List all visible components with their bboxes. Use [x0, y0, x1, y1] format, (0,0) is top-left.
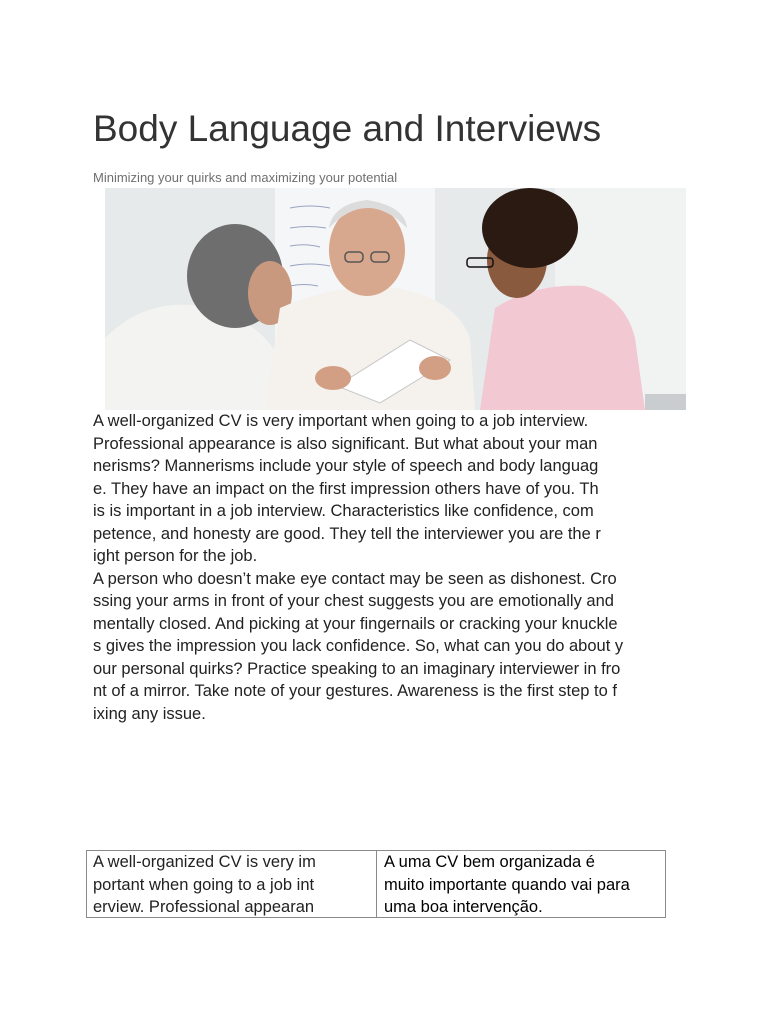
text-line: is is important in a job interview. Characteristics like confidence, com — [93, 502, 594, 520]
text-line: s gives the impression you lack confidence. So, what can you do about y — [93, 637, 624, 655]
text-line: A person who doesn’t make eye contact may be seen as dishonest. Cro — [93, 569, 617, 588]
page-subtitle: Minimizing your quirks and maximizing your potential — [93, 170, 398, 185]
text-line: nt of a mirror. Take note of your gestures. Awareness is the first step to f — [93, 682, 617, 700]
text-line: uma boa intervenção. — [384, 898, 543, 916]
translation-table — [86, 850, 666, 918]
text-line: erview. Professional appearan — [93, 898, 315, 916]
text-line: A well-organized CV is very important when going to a job interview. — [93, 412, 589, 430]
text-line: petence, and honesty are good. They tell the interviewer you are the r — [93, 524, 601, 543]
text-line: A well-organized CV is very im — [93, 853, 316, 871]
text-line: ixing any issue. — [93, 704, 206, 723]
original-text-cell — [87, 851, 377, 917]
translation-text-cell — [377, 851, 665, 917]
text-line: muito importante quando vai para — [384, 875, 630, 894]
text-line: ssing your arms in front of your chest suggests you are emotionally and — [93, 592, 614, 610]
paragraph-1 — [93, 410, 683, 568]
text-line: nerisms? Mannerisms include your style of speech and body languag — [93, 457, 599, 475]
article-body — [93, 410, 683, 725]
text-line: portant when going to a job int — [93, 875, 315, 894]
text-line: A uma CV bem organizada é — [384, 853, 595, 871]
paragraph-2 — [93, 568, 683, 726]
text-line: e. They have an impact on the first impression others have of you. Th — [93, 479, 599, 498]
text-line: Professional appearance is also significant. But what about your man — [93, 434, 598, 453]
text-line: mentally closed. And picking at your fingernails or cracking your knuckle — [93, 614, 618, 633]
page-title: Body Language and Interviews — [93, 108, 602, 149]
text-line: ight person for the job. — [93, 547, 258, 565]
text-line: our personal quirks? Practice speaking to an imaginary interviewer in fro — [93, 659, 621, 678]
interview-photo — [105, 188, 686, 410]
